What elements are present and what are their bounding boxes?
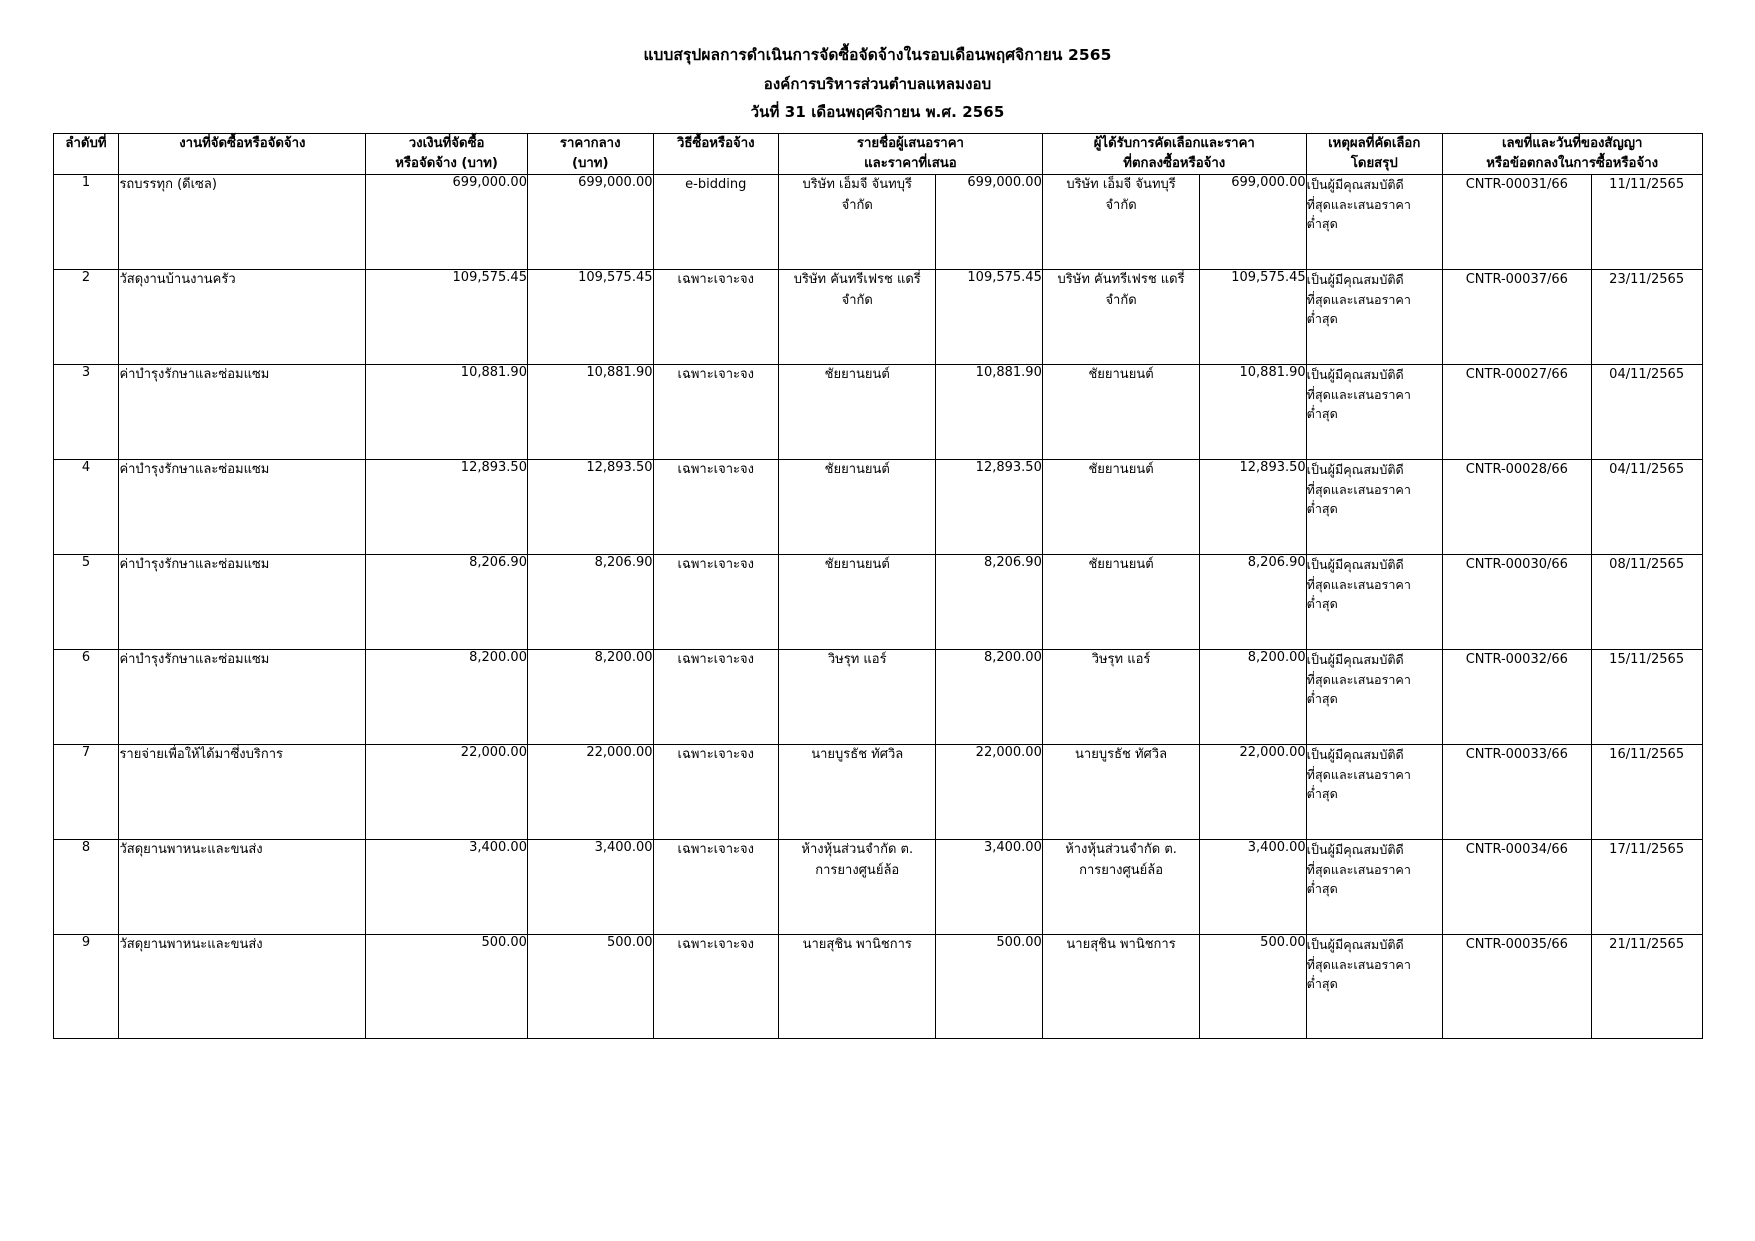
cell-proposer-name bbox=[779, 365, 936, 460]
cell-reason-line2: ที่สุดและเสนอราคา bbox=[1306, 386, 1411, 402]
cell-reason-line1: เป็นผู้มีคุณสมบัติดี bbox=[1306, 652, 1404, 668]
table-body bbox=[53, 175, 1702, 1039]
col-proposer-line1: รายชื่อผู้เสนอราคา bbox=[856, 135, 964, 151]
cell-winner-name bbox=[1042, 935, 1199, 1039]
cell-winner-price: 10,881.90 bbox=[1200, 365, 1306, 460]
cell-winner-name-line1: บริษัท คันทรีเฟรช แดรี่ bbox=[1057, 272, 1185, 288]
col-budget-line1: วงเงินที่จัดซื้อ bbox=[408, 135, 485, 151]
col-budget bbox=[366, 133, 528, 175]
cell-proposer-name bbox=[779, 935, 936, 1039]
cell-reason-line1: เป็นผู้มีคุณสมบัติดี bbox=[1306, 842, 1404, 858]
table-row bbox=[53, 555, 1702, 650]
cell-work: วัสดุงานบ้านงานครัว bbox=[119, 270, 366, 365]
cell-winner-price: 500.00 bbox=[1200, 935, 1306, 1039]
cell-midprice: 699,000.00 bbox=[527, 175, 653, 270]
cell-no: 4 bbox=[53, 460, 119, 555]
organization-name: องค์การบริหารส่วนตำบลแหลมงอบ bbox=[763, 74, 992, 93]
col-winner-line2: ที่ตกลงซื้อหรือจ้าง bbox=[1123, 155, 1226, 171]
cell-method: e-bidding bbox=[653, 175, 779, 270]
cell-work: ค่าบำรุงรักษาและซ่อมแซม bbox=[119, 555, 366, 650]
cell-winner-price: 8,200.00 bbox=[1200, 650, 1306, 745]
cell-work: วัสดุยานพาหนะและขนส่ง bbox=[119, 840, 366, 935]
cell-reason-line1: เป็นผู้มีคุณสมบัติดี bbox=[1306, 177, 1404, 193]
cell-winner-name-line1: ชัยยานยนต์ bbox=[1088, 462, 1154, 478]
cell-method: เฉพาะเจาะจง bbox=[653, 935, 779, 1039]
cell-reason-line3: ต่ำสุด bbox=[1306, 311, 1338, 327]
procurement-summary-table bbox=[53, 133, 1703, 1040]
cell-reason-line3: ต่ำสุด bbox=[1306, 691, 1338, 707]
cell-proposer-name bbox=[779, 555, 936, 650]
cell-proposer-price: 22,000.00 bbox=[936, 745, 1042, 840]
col-reason-line1: เหตุผลที่คัดเลือก bbox=[1328, 135, 1421, 151]
cell-proposer-name bbox=[779, 840, 936, 935]
cell-work: วัสดุยานพาหนะและขนส่ง bbox=[119, 935, 366, 1039]
cell-reason-line3: ต่ำสุด bbox=[1306, 501, 1338, 517]
table-header-row bbox=[53, 133, 1702, 175]
table-row bbox=[53, 650, 1702, 745]
cell-reason bbox=[1306, 935, 1442, 1039]
cell-proposer-price: 109,575.45 bbox=[936, 270, 1042, 365]
col-contract-line2: หรือข้อตกลงในการซื้อหรือจ้าง bbox=[1486, 155, 1659, 171]
cell-method: เฉพาะเจาะจง bbox=[653, 650, 779, 745]
col-proposer bbox=[779, 133, 1043, 175]
cell-winner-price: 22,000.00 bbox=[1200, 745, 1306, 840]
cell-budget: 500.00 bbox=[366, 935, 528, 1039]
col-budget-line2: หรือจัดจ้าง (บาท) bbox=[395, 155, 498, 171]
cell-midprice: 22,000.00 bbox=[527, 745, 653, 840]
cell-reason-line1: เป็นผู้มีคุณสมบัติดี bbox=[1306, 937, 1404, 953]
cell-contract-no: CNTR-00034/66 bbox=[1442, 840, 1591, 935]
cell-reason-line3: ต่ำสุด bbox=[1306, 406, 1338, 422]
cell-reason-line2: ที่สุดและเสนอราคา bbox=[1306, 766, 1411, 782]
cell-proposer-name bbox=[779, 460, 936, 555]
cell-reason-line3: ต่ำสุด bbox=[1306, 976, 1338, 992]
cell-proposer-price: 12,893.50 bbox=[936, 460, 1042, 555]
cell-proposer-price: 8,206.90 bbox=[936, 555, 1042, 650]
cell-reason-line3: ต่ำสุด bbox=[1306, 216, 1338, 232]
cell-work: รถบรรทุก (ดีเซล) bbox=[119, 175, 366, 270]
cell-budget: 10,881.90 bbox=[366, 365, 528, 460]
cell-winner-name-line1: ชัยยานยนต์ bbox=[1088, 557, 1154, 573]
cell-reason-line2: ที่สุดและเสนอราคา bbox=[1306, 576, 1411, 592]
cell-winner-name bbox=[1042, 365, 1199, 460]
cell-budget: 12,893.50 bbox=[366, 460, 528, 555]
cell-no: 9 bbox=[53, 935, 119, 1039]
col-reason-line2: โดยสรุป bbox=[1350, 155, 1398, 171]
col-midprice bbox=[527, 133, 653, 175]
cell-contract-date: 08/11/2565 bbox=[1591, 555, 1702, 650]
cell-method: เฉพาะเจาะจง bbox=[653, 745, 779, 840]
cell-proposer-price: 500.00 bbox=[936, 935, 1042, 1039]
cell-winner-name bbox=[1042, 555, 1199, 650]
cell-proposer-price: 3,400.00 bbox=[936, 840, 1042, 935]
cell-proposer-name bbox=[779, 745, 936, 840]
cell-winner-name-line1: วิษรุท แอร์ bbox=[1091, 652, 1151, 668]
cell-contract-date: 04/11/2565 bbox=[1591, 460, 1702, 555]
cell-reason bbox=[1306, 650, 1442, 745]
document-header bbox=[52, 48, 1703, 120]
col-winner bbox=[1042, 133, 1306, 175]
cell-proposer-price: 699,000.00 bbox=[936, 175, 1042, 270]
cell-winner-name-line1: นายสุชิน พานิชการ bbox=[1066, 937, 1176, 953]
col-no: ลำดับที่ bbox=[53, 133, 119, 175]
table-row bbox=[53, 935, 1702, 1039]
cell-reason-line1: เป็นผู้มีคุณสมบัติดี bbox=[1306, 367, 1404, 383]
cell-proposer-name-line1: ชัยยานยนต์ bbox=[824, 557, 890, 573]
cell-winner-name bbox=[1042, 745, 1199, 840]
cell-contract-date: 04/11/2565 bbox=[1591, 365, 1702, 460]
cell-reason-line2: ที่สุดและเสนอราคา bbox=[1306, 196, 1411, 212]
cell-contract-date: 16/11/2565 bbox=[1591, 745, 1702, 840]
cell-reason-line3: ต่ำสุด bbox=[1306, 881, 1338, 897]
col-winner-line1: ผู้ได้รับการคัดเลือกและราคา bbox=[1093, 135, 1255, 151]
cell-proposer-name-line1: ชัยยานยนต์ bbox=[824, 462, 890, 478]
cell-reason bbox=[1306, 745, 1442, 840]
cell-reason bbox=[1306, 270, 1442, 365]
cell-proposer-name-line1: บริษัท เอ็มจี จันทบุรี bbox=[802, 177, 912, 193]
cell-no: 6 bbox=[53, 650, 119, 745]
cell-contract-date: 21/11/2565 bbox=[1591, 935, 1702, 1039]
cell-no: 1 bbox=[53, 175, 119, 270]
table-row bbox=[53, 460, 1702, 555]
cell-proposer-name-line1: ห้างหุ้นส่วนจำกัด ต. bbox=[801, 842, 914, 858]
cell-midprice: 12,893.50 bbox=[527, 460, 653, 555]
report-date: วันที่ 31 เดือนพฤศจิกายน พ.ศ. 2565 bbox=[750, 102, 1005, 121]
cell-contract-no: CNTR-00035/66 bbox=[1442, 935, 1591, 1039]
cell-contract-no: CNTR-00031/66 bbox=[1442, 175, 1591, 270]
cell-midprice: 8,200.00 bbox=[527, 650, 653, 745]
cell-winner-price: 8,206.90 bbox=[1200, 555, 1306, 650]
table-row bbox=[53, 175, 1702, 270]
cell-winner-name bbox=[1042, 460, 1199, 555]
cell-proposer-price: 8,200.00 bbox=[936, 650, 1042, 745]
cell-midprice: 10,881.90 bbox=[527, 365, 653, 460]
cell-proposer-name-line2: การยางศูนย์ล้อ bbox=[815, 862, 900, 878]
cell-midprice: 8,206.90 bbox=[527, 555, 653, 650]
cell-winner-name-line1: ห้างหุ้นส่วนจำกัด ต. bbox=[1065, 842, 1177, 858]
cell-reason bbox=[1306, 175, 1442, 270]
cell-reason-line1: เป็นผู้มีคุณสมบัติดี bbox=[1306, 462, 1404, 478]
cell-winner-price: 699,000.00 bbox=[1200, 175, 1306, 270]
cell-no: 2 bbox=[53, 270, 119, 365]
col-work: งานที่จัดซื้อหรือจัดจ้าง bbox=[119, 133, 366, 175]
cell-proposer-name-line2: จำกัด bbox=[841, 197, 873, 213]
cell-proposer-name bbox=[779, 175, 936, 270]
cell-proposer-name-line1: บริษัท คันทรีเฟรช แดรี่ bbox=[793, 272, 921, 288]
cell-method: เฉพาะเจาะจง bbox=[653, 270, 779, 365]
cell-winner-name bbox=[1042, 270, 1199, 365]
cell-winner-name-line1: นายบูรธัช ทัศวิล bbox=[1075, 747, 1168, 763]
cell-midprice: 3,400.00 bbox=[527, 840, 653, 935]
cell-winner-price: 3,400.00 bbox=[1200, 840, 1306, 935]
cell-no: 3 bbox=[53, 365, 119, 460]
cell-reason-line2: ที่สุดและเสนอราคา bbox=[1306, 861, 1411, 877]
cell-proposer-price: 10,881.90 bbox=[936, 365, 1042, 460]
cell-reason-line1: เป็นผู้มีคุณสมบัติดี bbox=[1306, 747, 1404, 763]
cell-contract-date: 17/11/2565 bbox=[1591, 840, 1702, 935]
cell-budget: 699,000.00 bbox=[366, 175, 528, 270]
cell-reason-line2: ที่สุดและเสนอราคา bbox=[1306, 291, 1411, 307]
cell-proposer-name-line1: ชัยยานยนต์ bbox=[824, 367, 890, 383]
cell-winner-name-line1: ชัยยานยนต์ bbox=[1088, 367, 1154, 383]
cell-reason-line1: เป็นผู้มีคุณสมบัติดี bbox=[1306, 557, 1404, 573]
cell-contract-no: CNTR-00037/66 bbox=[1442, 270, 1591, 365]
cell-budget: 8,200.00 bbox=[366, 650, 528, 745]
cell-winner-name-line2: จำกัด bbox=[1105, 292, 1137, 308]
cell-no: 5 bbox=[53, 555, 119, 650]
col-contract-line1: เลขที่และวันที่ของสัญญา bbox=[1501, 135, 1643, 151]
cell-contract-no: CNTR-00033/66 bbox=[1442, 745, 1591, 840]
cell-method: เฉพาะเจาะจง bbox=[653, 460, 779, 555]
cell-budget: 22,000.00 bbox=[366, 745, 528, 840]
cell-reason bbox=[1306, 840, 1442, 935]
cell-winner-name bbox=[1042, 840, 1199, 935]
cell-contract-date: 15/11/2565 bbox=[1591, 650, 1702, 745]
cell-proposer-name bbox=[779, 650, 936, 745]
cell-reason-line2: ที่สุดและเสนอราคา bbox=[1306, 671, 1411, 687]
cell-work: รายจ่ายเพื่อให้ได้มาซึ่งบริการ bbox=[119, 745, 366, 840]
cell-method: เฉพาะเจาะจง bbox=[653, 365, 779, 460]
cell-reason-line2: ที่สุดและเสนอราคา bbox=[1306, 481, 1411, 497]
col-midprice-line2: (บาท) bbox=[571, 155, 609, 171]
cell-midprice: 109,575.45 bbox=[527, 270, 653, 365]
cell-contract-no: CNTR-00030/66 bbox=[1442, 555, 1591, 650]
cell-winner-name bbox=[1042, 650, 1199, 745]
cell-contract-no: CNTR-00032/66 bbox=[1442, 650, 1591, 745]
col-contract bbox=[1442, 133, 1702, 175]
cell-reason-line3: ต่ำสุด bbox=[1306, 786, 1338, 802]
cell-work: ค่าบำรุงรักษาและซ่อมแซม bbox=[119, 650, 366, 745]
col-method: วิธีซื้อหรือจ้าง bbox=[653, 133, 779, 175]
col-midprice-line1: ราคากลาง bbox=[559, 135, 621, 151]
cell-proposer-name-line2: จำกัด bbox=[841, 292, 873, 308]
cell-proposer-name bbox=[779, 270, 936, 365]
table-row bbox=[53, 840, 1702, 935]
table-row bbox=[53, 270, 1702, 365]
cell-reason-line3: ต่ำสุด bbox=[1306, 596, 1338, 612]
cell-contract-date: 11/11/2565 bbox=[1591, 175, 1702, 270]
cell-contract-date: 23/11/2565 bbox=[1591, 270, 1702, 365]
table-row bbox=[53, 365, 1702, 460]
col-reason bbox=[1306, 133, 1442, 175]
cell-no: 7 bbox=[53, 745, 119, 840]
cell-midprice: 500.00 bbox=[527, 935, 653, 1039]
cell-reason bbox=[1306, 555, 1442, 650]
col-proposer-line2: และราคาที่เสนอ bbox=[864, 155, 957, 171]
cell-winner-name-line1: บริษัท เอ็มจี จันทบุรี bbox=[1066, 177, 1176, 193]
cell-proposer-name-line1: วิษรุท แอร์ bbox=[827, 652, 887, 668]
cell-no: 8 bbox=[53, 840, 119, 935]
cell-work: ค่าบำรุงรักษาและซ่อมแซม bbox=[119, 365, 366, 460]
cell-winner-price: 12,893.50 bbox=[1200, 460, 1306, 555]
cell-winner-name bbox=[1042, 175, 1199, 270]
cell-reason-line1: เป็นผู้มีคุณสมบัติดี bbox=[1306, 272, 1404, 288]
cell-budget: 3,400.00 bbox=[366, 840, 528, 935]
cell-proposer-name-line1: นายสุชิน พานิชการ bbox=[802, 937, 912, 953]
cell-contract-no: CNTR-00028/66 bbox=[1442, 460, 1591, 555]
cell-method: เฉพาะเจาะจง bbox=[653, 840, 779, 935]
cell-method: เฉพาะเจาะจง bbox=[653, 555, 779, 650]
cell-reason bbox=[1306, 365, 1442, 460]
cell-contract-no: CNTR-00027/66 bbox=[1442, 365, 1591, 460]
cell-budget: 8,206.90 bbox=[366, 555, 528, 650]
cell-reason-line2: ที่สุดและเสนอราคา bbox=[1306, 956, 1411, 972]
cell-winner-name-line2: จำกัด bbox=[1105, 197, 1137, 213]
cell-reason bbox=[1306, 460, 1442, 555]
cell-winner-name-line2: การยางศูนย์ล้อ bbox=[1079, 862, 1164, 878]
cell-work: ค่าบำรุงรักษาและซ่อมแซม bbox=[119, 460, 366, 555]
cell-winner-price: 109,575.45 bbox=[1200, 270, 1306, 365]
table-row bbox=[53, 745, 1702, 840]
cell-budget: 109,575.45 bbox=[366, 270, 528, 365]
report-title: แบบสรุปผลการดำเนินการจัดซื้อจัดจ้างในรอบเดือนพฤศจิกายน 2565 bbox=[643, 46, 1112, 64]
cell-proposer-name-line1: นายบูรธัช ทัศวิล bbox=[811, 747, 904, 763]
